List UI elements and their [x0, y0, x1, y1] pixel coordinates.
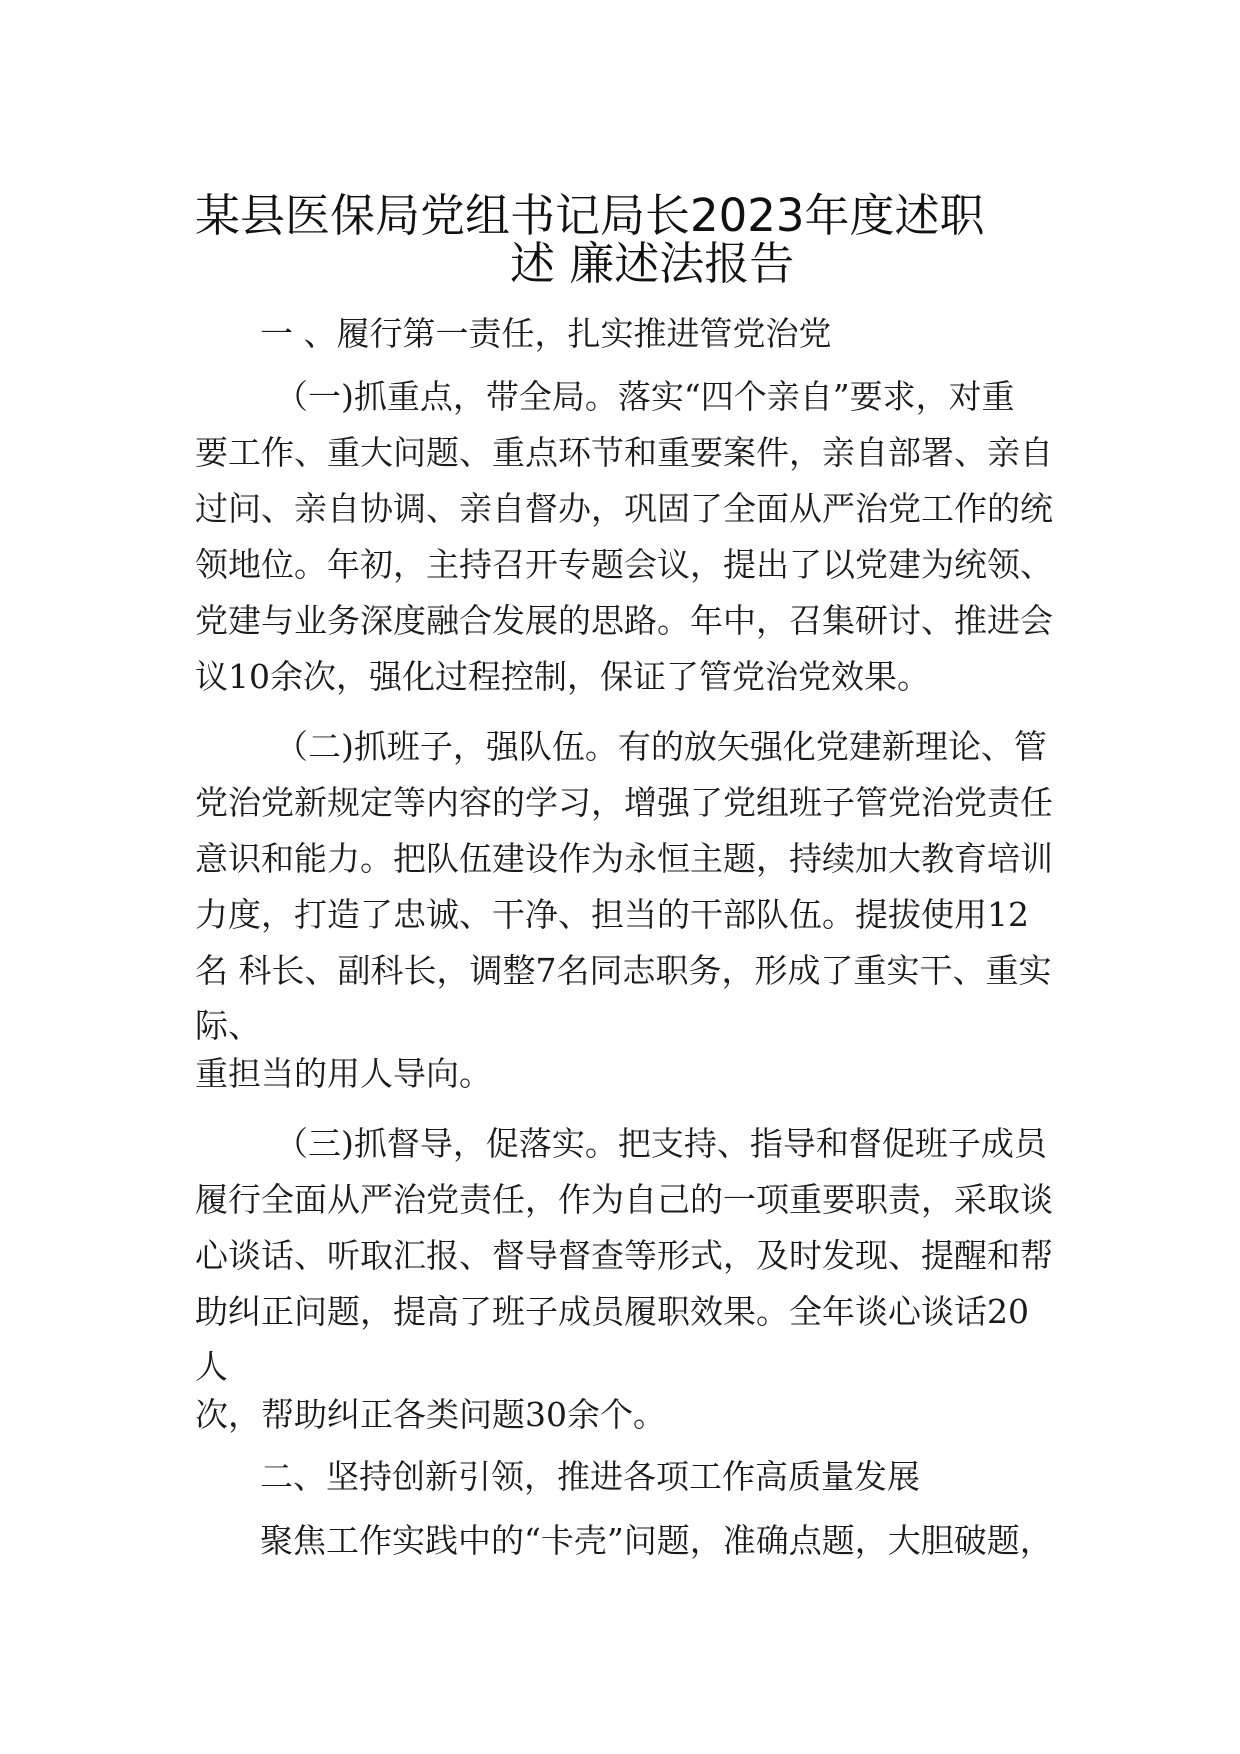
paragraph-line: （一)抓重点，带全局。落实“四个亲自”要求，对重 [275, 377, 1015, 416]
paragraph-line: 人 [195, 1347, 228, 1386]
paragraph-line: 议10余次，强化过程控制，保证了管党治党效果。 [195, 657, 930, 696]
paragraph-line: 助纠正问题，提高了班子成员履职效果。全年谈心谈话20 [195, 1292, 1029, 1331]
paragraph-line: 党治党新规定等内容的学习，增强了党组班子管党治党责任 [195, 783, 1053, 822]
paragraph-line: 力度，打造了忠诚、干净、担当的干部队伍。提拔使用12 [195, 895, 1029, 934]
paragraph-line: 要工作、重大问题、重点环节和重要案件，亲自部署、亲自 [195, 433, 1053, 472]
paragraph-line: 意识和能力。把队伍建设作为永恒主题，持续加大教育培训 [195, 839, 1053, 878]
paragraph-line: 过问、亲自协调、亲自督办，巩固了全面从严治党工作的统 [195, 489, 1053, 528]
paragraph-line: 重担当的用人导向。 [195, 1054, 492, 1093]
paragraph-line: （二)抓班子，强队伍。有的放矢强化党建新理论、管 [275, 727, 1047, 766]
paragraph-line: 际、 [195, 1006, 261, 1045]
paragraph-line: 次，帮助纠正各类问题30余个。 [195, 1395, 666, 1434]
paragraph-line: 党建与业务深度融合发展的思路。年中，召集研讨、推进会 [195, 601, 1053, 640]
section-heading-2: 二、坚持创新引领，推进各项工作高质量发展 [260, 1457, 920, 1496]
paragraph-line: 领地位。年初，主持召开专题会议，提出了以党建为统领、 [195, 545, 1053, 584]
paragraph-line: 心谈话、听取汇报、督导督查等形式，及时发现、提醒和帮 [195, 1236, 1053, 1275]
paragraph-line: 聚焦工作实践中的“卡壳”问题，准确点题，大胆破题， [260, 1521, 1053, 1560]
paragraph-line: （三)抓督导，促落实。把支持、指导和督促班子成员 [275, 1124, 1047, 1163]
document-title-line-2: 述 廉述法报告 [510, 237, 795, 290]
document-title-line-1: 某县医保局党组书记局长2023年度述职 [195, 189, 985, 242]
paragraph-line: 名 科长、副科长，调整7名同志职务，形成了重实干、重实 [195, 951, 1052, 990]
paragraph-line: 履行全面从严治党责任，作为自己的一项重要职责，采取谈 [195, 1180, 1053, 1219]
section-heading-1: 一 、履行第一责任，扎实推进管党治党 [260, 314, 832, 353]
